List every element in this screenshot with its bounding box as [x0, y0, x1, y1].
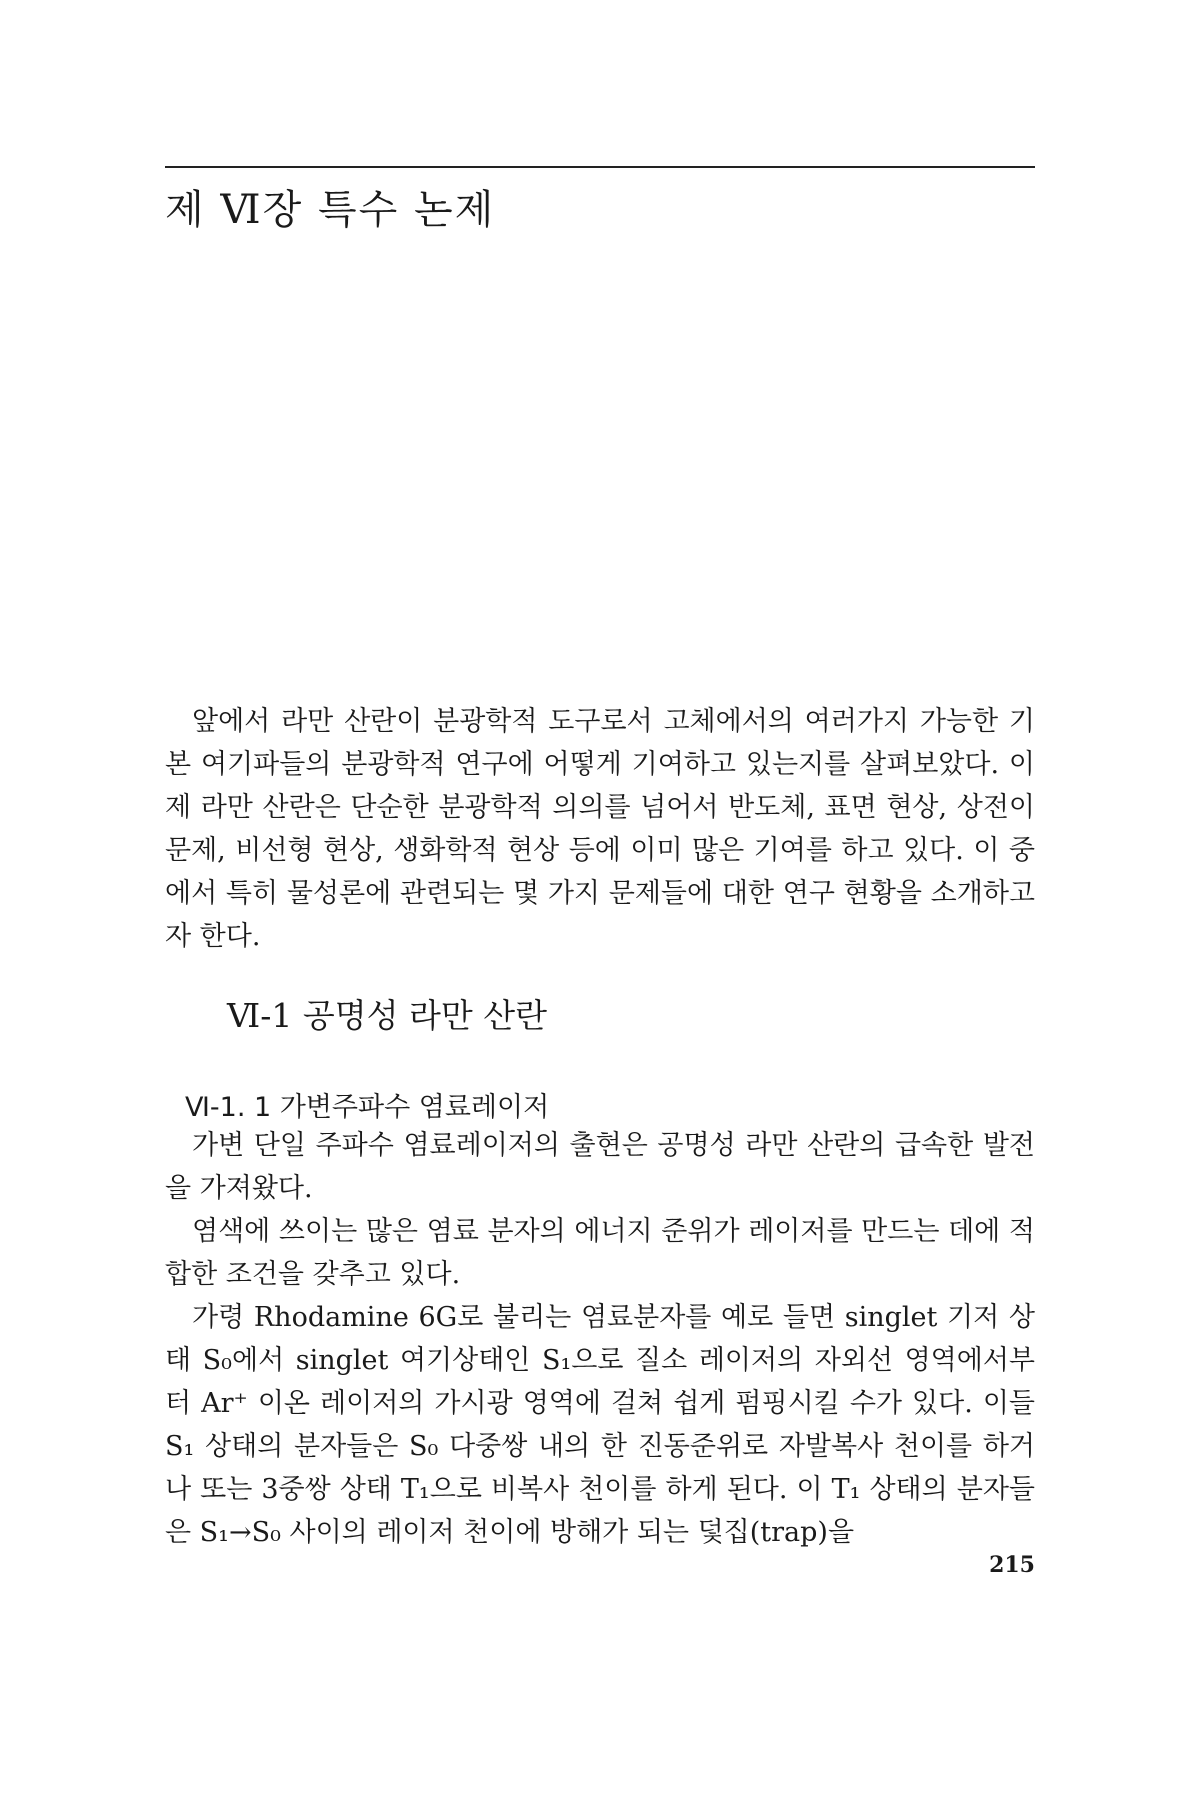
intro-section: [165, 700, 1035, 958]
page: [165, 0, 1035, 1800]
subsection-heading: Ⅵ-1. 1 가변주파수 염료레이저: [185, 1092, 550, 1123]
body-text: [165, 1124, 1035, 1554]
chapter-rule: [165, 166, 1035, 168]
section-heading: Ⅵ-1 공명성 라만 산란: [227, 996, 547, 1035]
page-number: 215: [989, 1552, 1035, 1578]
chapter-title: 제 Ⅵ장 특수 논제: [165, 187, 496, 233]
body-paragraph-1: 가변 단일 주파수 염료레이저의 출현은 공명성 라만 산란의 급속한 발전을 가져왔다.: [165, 1130, 1035, 1204]
body-paragraph-3: 가령 Rhodamine 6G로 불리는 염료분자를 예로 들면 singlet 기저 상태 S₀에서 singlet 여기상태인 S₁으로 질소 레이저의 자외선 영역에서부터 Ar⁺ 이온 레이저의 가시광 영역에 걸쳐 쉽게 펌핑시킬 수가 있다. 이들 S₁ 상태의 분자들은 S₀ 다중쌍 내의 한 진동준위로 자발복사 천이를 하거나 또는 3중쌍 상태 T₁으로 비복사 천이를 하게 된다. 이 T₁ 상태의 분자들은 S₁→S₀ 사이의 레이저 천이에 방해가 되는 덫집(trap)을: [165, 1302, 1035, 1548]
body-paragraph-2: 염색에 쓰이는 많은 염료 분자의 에너지 준위가 레이저를 만드는 데에 적합한 조건을 갖추고 있다.: [165, 1216, 1035, 1290]
intro-paragraph: 앞에서 라만 산란이 분광학적 도구로서 고체에서의 여러가지 가능한 기본 여기파들의 분광학적 연구에 어떻게 기여하고 있는지를 살펴보았다. 이제 라만 산란은 단순한 분광학적 의의를 넘어서 반도체, 표면 현상, 상전이 문제, 비선형 현상, 생화학적 현상 등에 이미 많은 기여를 하고 있다. 이 중에서 특히 물성론에 관련되는 몇 가지 문제들에 대한 연구 현황을 소개하고자 한다.: [165, 706, 1035, 952]
